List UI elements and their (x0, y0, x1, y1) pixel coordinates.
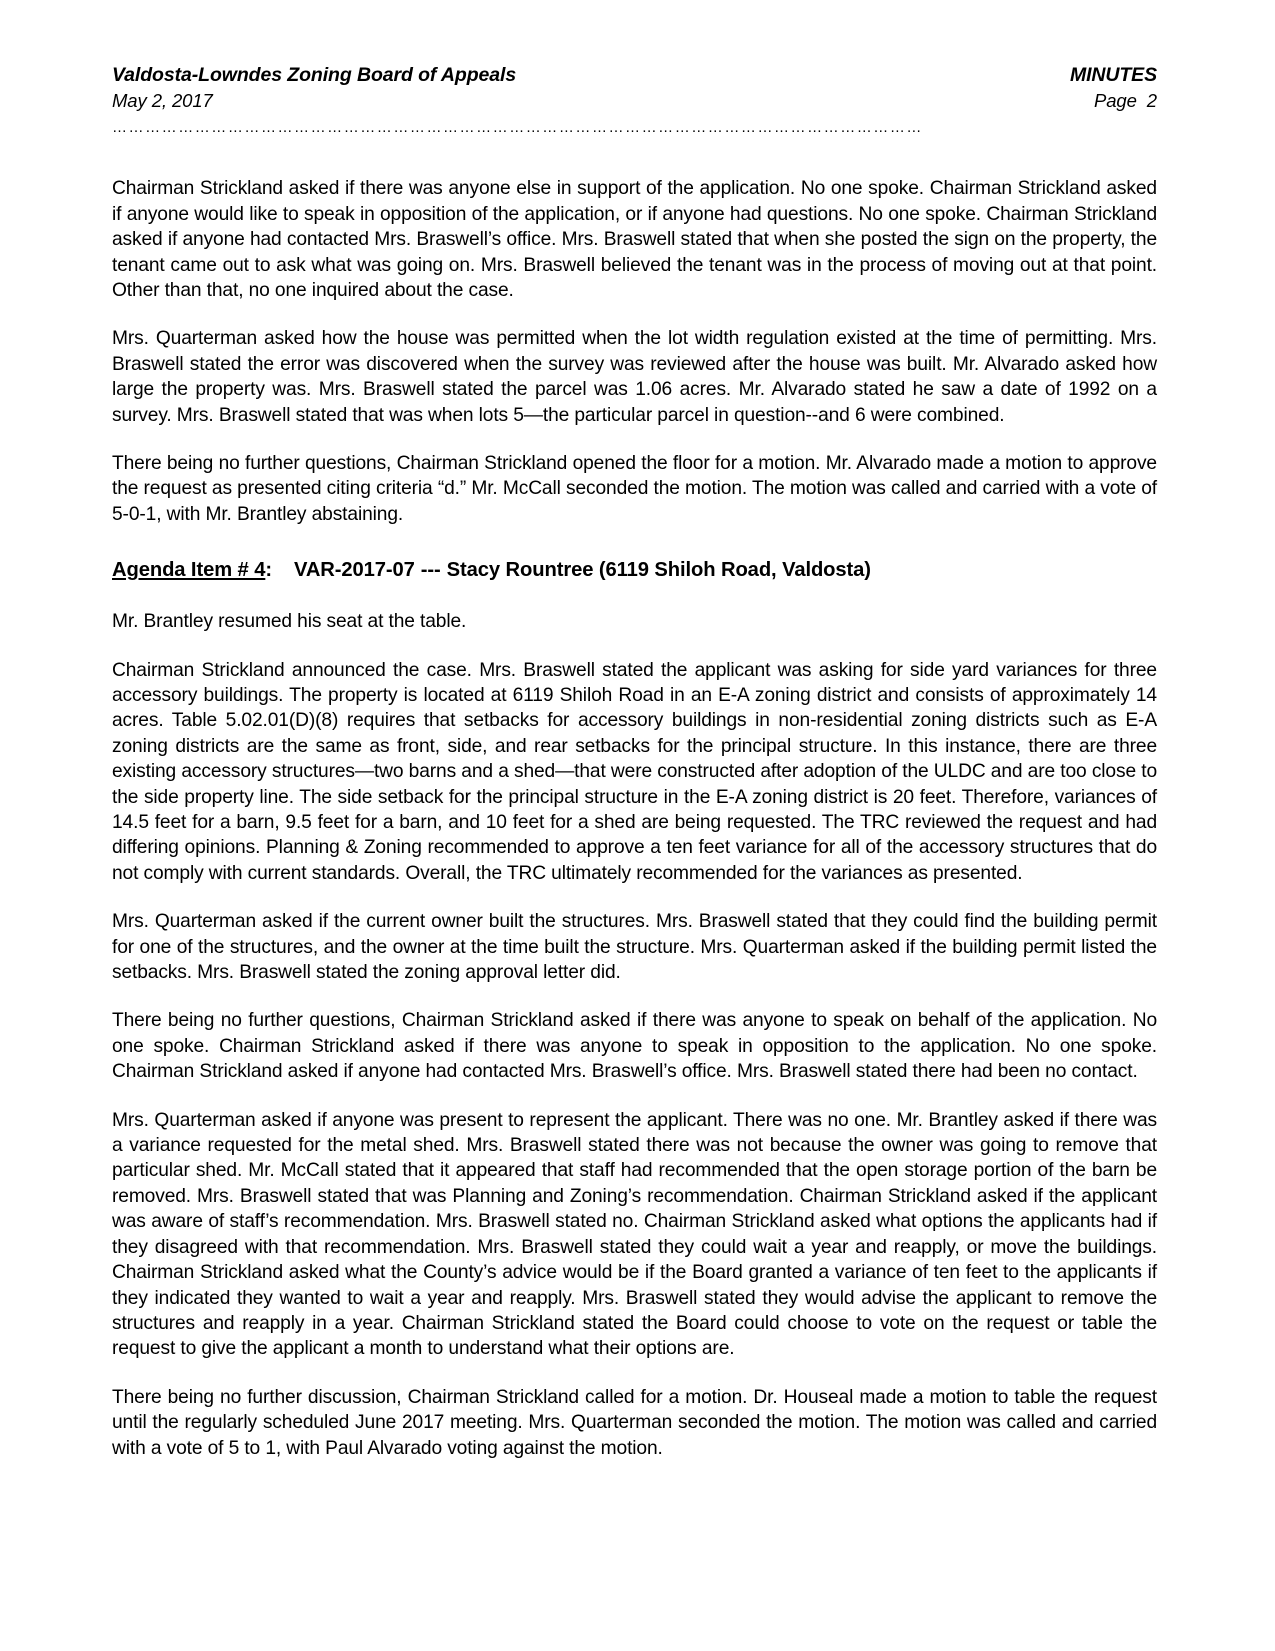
applicant-name-and-address: Stacy Rountree (6119 Shiloh Road, Valdosta) (446, 559, 871, 582)
agenda-item-label: Agenda Item # 4 (112, 559, 266, 582)
document-body (112, 176, 1157, 1461)
page-number: 2 (1146, 90, 1157, 112)
header-row-secondary (112, 89, 1157, 114)
paragraph: There being no further discussion, Chairman Strickland called for a motion. Dr. Houseal made a motion to table the request until the regularly scheduled June 2017 meeting. Mrs. Quarterman seconded the motion. The motion was called and carried with a vote of 5 to 1, with Paul Alvarado voting against the motion. (112, 1386, 1157, 1459)
paragraph: Chairman Strickland announced the case. Mrs. Braswell stated the applicant was asking for side yard variances for three accessory buildings. The property is located at 6119 Shiloh Road in an E-A zoning district and consists of approximately 14 acres. Table 5.02.01(D)(8) requires that setbacks for accessory buildings in non-residential zoning districts such as E-A zoning districts are the same as front, side, and rear setbacks for the principal structure. In this instance, there are three existing accessory structures—two barns and a shed—that were constructed after adoption of the ULDC and are too close to the side property line. The side setback for the principal structure in the E-A zoning district is 20 feet. Therefore, variances of 14.5 feet for a barn, 9.5 feet for a barn, and 10 feet for a shed are being requested. The TRC reviewed the request and had differing opinions. Planning & Zoning recommended to approve a ten feet variance for all of the accessory structures that do not comply with current standards. Overall, the TRC ultimately recommended for the variances as presented. (112, 659, 1157, 884)
agenda-item-colon: : (265, 559, 272, 582)
meeting-date: May 2, 2017 (112, 90, 213, 112)
page-indicator (1094, 89, 1157, 114)
header-dotted-divider: ………………………………………………………………………………………………………………………………… (112, 123, 923, 136)
case-number: VAR-2017-07 (293, 559, 415, 582)
paragraph: There being no further questions, Chairman Strickland asked if there was anyone to speak on behalf of the application. No one spoke. Chairman Strickland asked if there was anyone to speak in opposition to the application. No one spoke. Chairman Strickland asked if anyone had contacted Mrs. Braswell’s office. Mrs. Braswell stated there had been no contact. (112, 1010, 1157, 1083)
paragraph: Mr. Brantley resumed his seat at the table. (112, 611, 467, 633)
document-type-label: MINUTES (1069, 64, 1157, 86)
heading-dashes: --- (420, 559, 441, 582)
page-label: Page (1093, 90, 1137, 112)
paragraph: There being no further questions, Chairman Strickland opened the floor for a motion. Mr. Alvarado made a motion to approve the request as presented citing criteria “d.” Mr. McCall seconded the motion. The motion was called and carried with a vote of 5-0-1, with Mr. Brantley abstaining. (112, 452, 1157, 525)
paragraph: Mrs. Quarterman asked if the current owner built the structures. Mrs. Braswell stated that they could find the building permit for one of the structures, and the owner at the time built the structure. Mrs. Quarterman asked if the building permit listed the setbacks. Mrs. Braswell stated the zoning approval letter did. (112, 911, 1157, 984)
paragraph: Mrs. Quarterman asked if anyone was present to represent the applicant. There was no one. Mr. Brantley asked if there was a variance requested for the metal shed. Mrs. Braswell stated there was not because the owner was going to remove that particular shed. Mr. McCall stated that it appeared that staff had recommended that the open storage portion of the barn be removed. Mrs. Braswell stated that was Planning and Zoning’s recommendation. Chairman Strickland asked if the applicant was aware of staff’s recommendation. Mrs. Braswell stated no. Chairman Strickland asked what options the applicants had if they disagreed with that recommendation. Mrs. Braswell stated they could wait a year and reapply, or move the buildings. Chairman Strickland asked what the County’s advice would be if the Board granted a variance of ten feet to the applicants if they indicated they wanted to wait a year and reapply. Mrs. Braswell stated they would advise the applicant to remove the structures and reapply in a year. Chairman Strickland stated the Board could choose to vote on the request or table the request to give the applicant a month to understand what their options are. (112, 1109, 1157, 1360)
paragraph: Mrs. Quarterman asked how the house was permitted when the lot width regulation existed at the time of permitting. Mrs. Braswell stated the error was discovered when the survey was reviewed after the house was built. Mr. Alvarado asked how large the property was. Mrs. Braswell stated the parcel was 1.06 acres. Mr. Alvarado stated he saw a date of 1992 on a survey. Mrs. Braswell stated that was when lots 5—the particular parcel in question--and 6 were combined. (112, 328, 1157, 426)
agenda-item-heading (112, 557, 1157, 583)
paragraph: Chairman Strickland asked if there was anyone else in support of the application. No one spoke. Chairman Strickland asked if anyone would like to speak in opposition of the application, or if anyone had questions. No one spoke. Chairman Strickland asked if anyone had contacted Mrs. Braswell’s office. Mrs. Braswell stated that when she posted the sign on the property, the tenant came out to ask what was going on. Mrs. Braswell believed the tenant was in the process of moving out at that point. Other than that, no one inquired about the case. (112, 178, 1157, 301)
document-header (112, 62, 1157, 135)
organization-title: Valdosta-Lowndes Zoning Board of Appeals (112, 64, 517, 86)
header-row-primary (112, 62, 1157, 88)
